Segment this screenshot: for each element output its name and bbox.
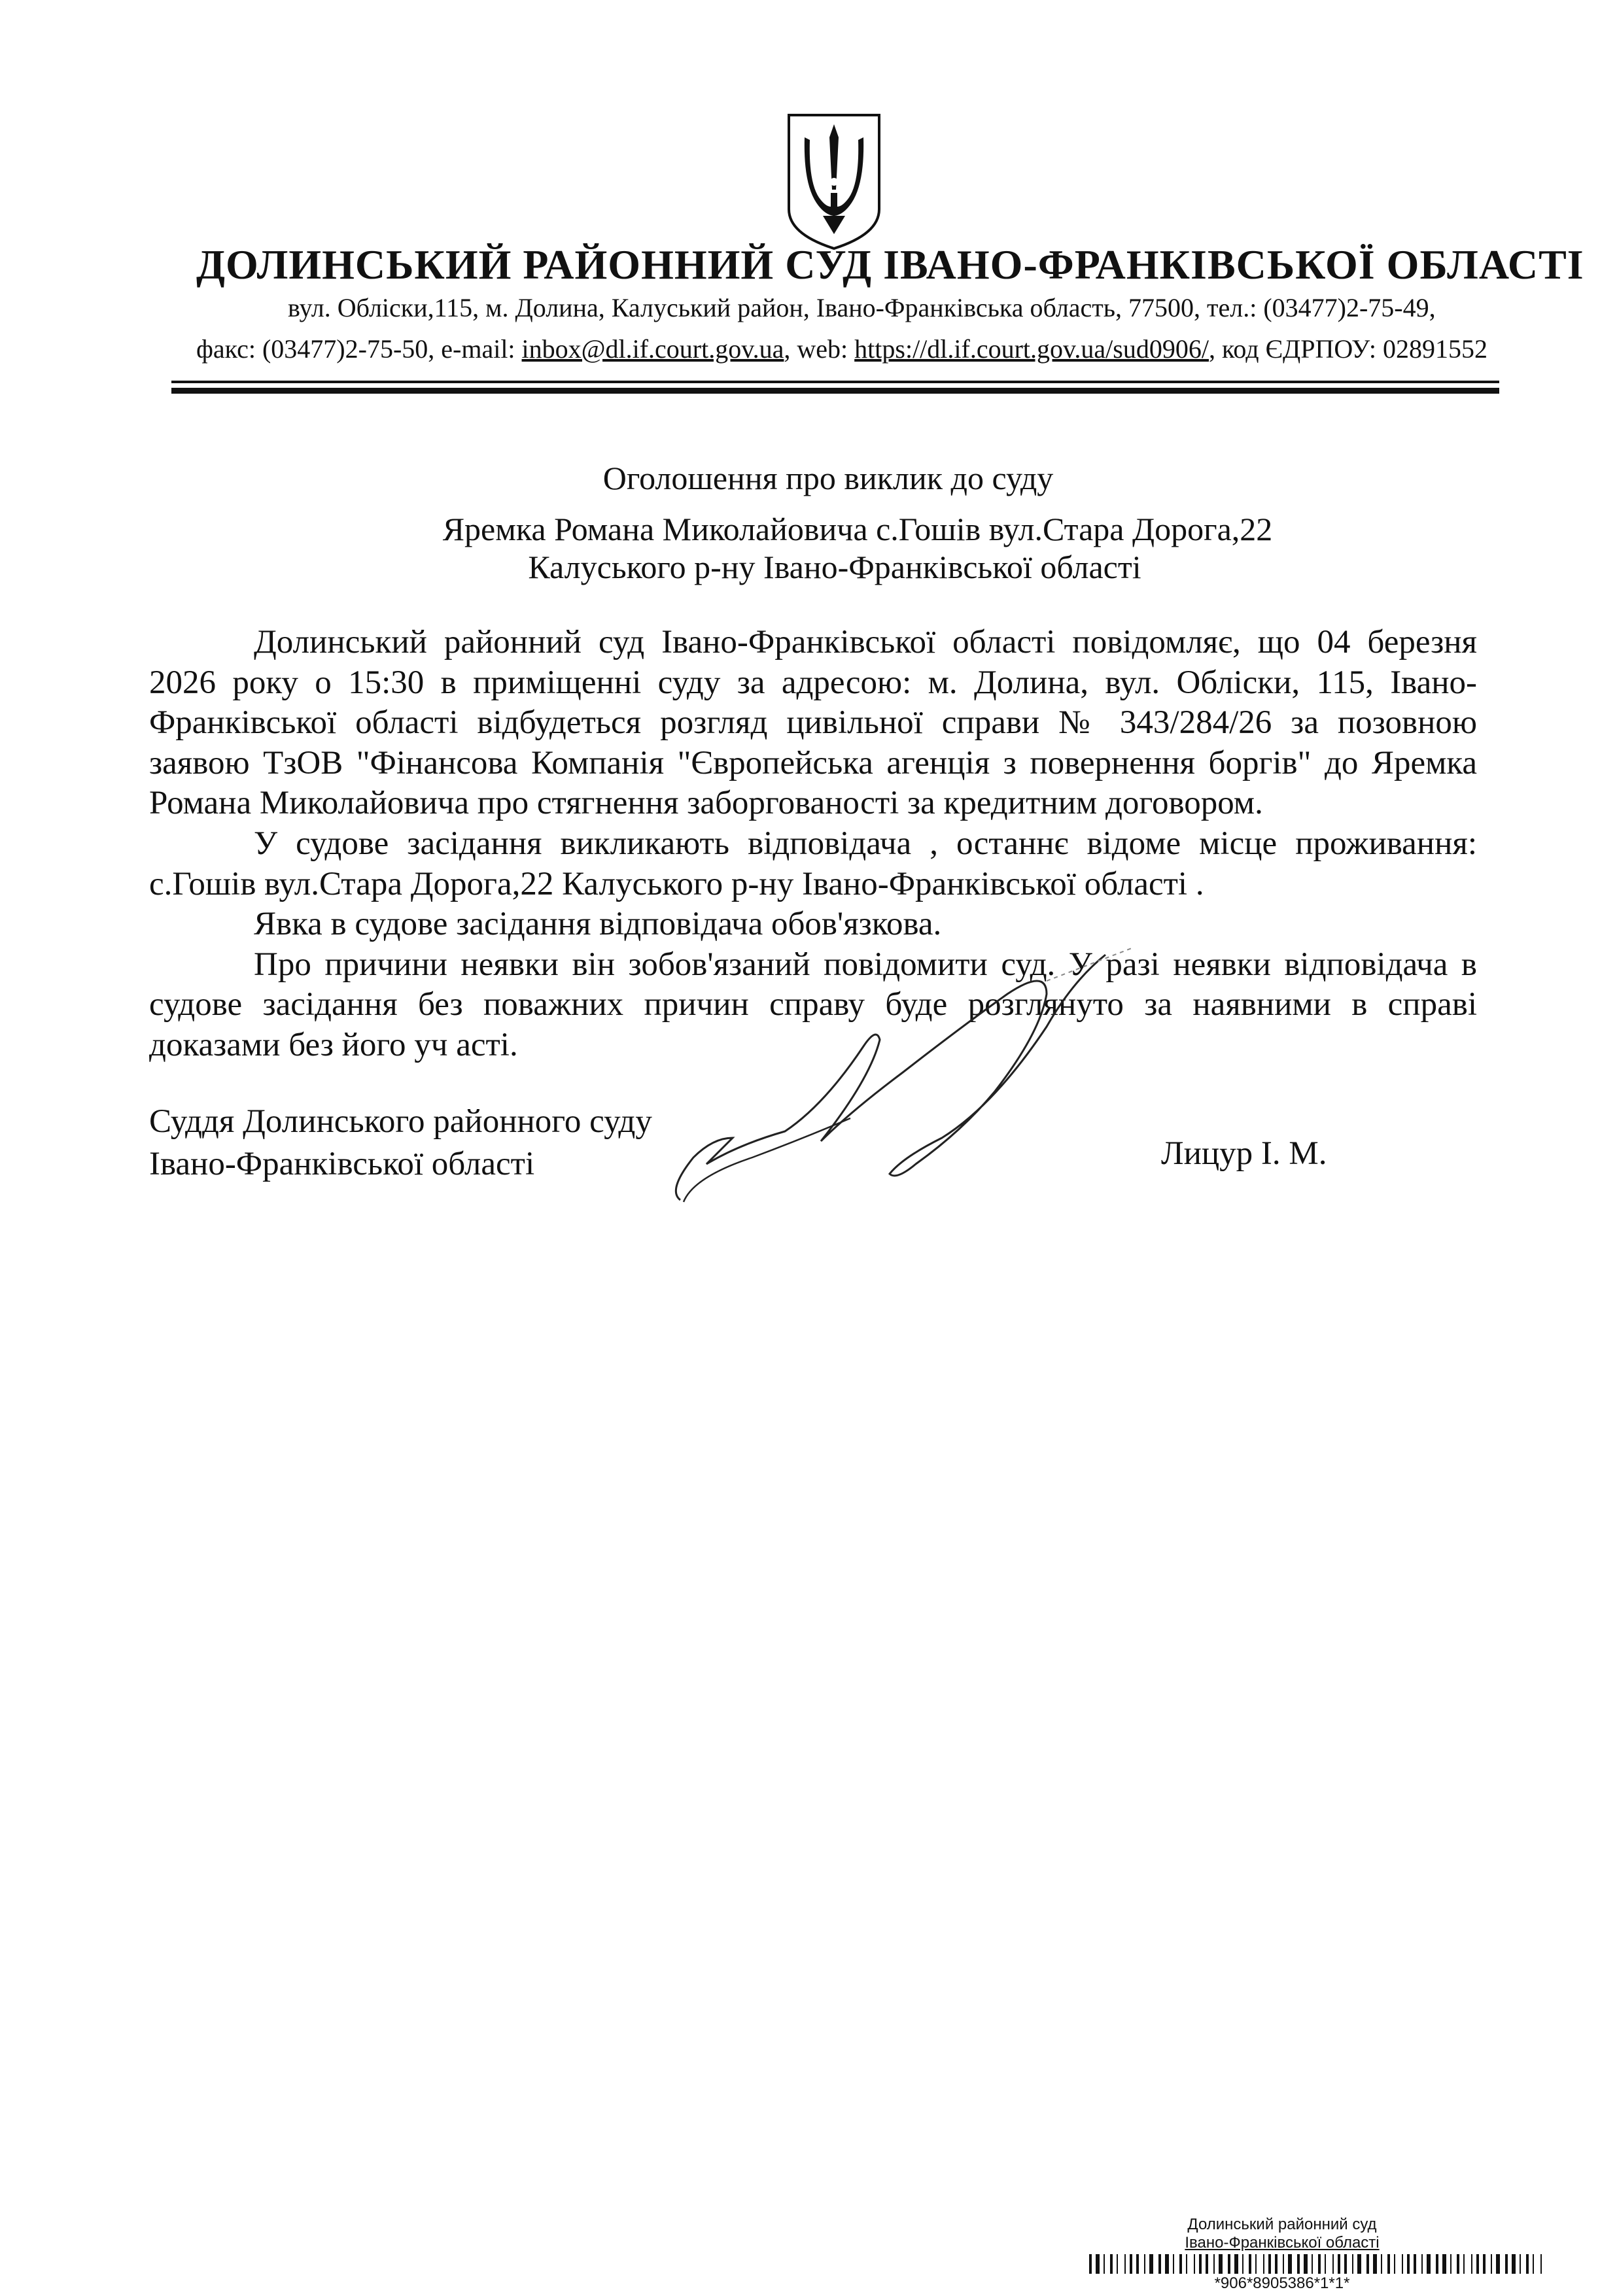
barcode-bar — [1186, 2254, 1187, 2274]
barcode-bar — [1179, 2254, 1182, 2274]
web-link[interactable]: https://dl.if.court.gov.ua/sud0906/ — [854, 334, 1209, 364]
footer-court-stamp — [1089, 2216, 1475, 2252]
judge-name: Лицур І. М. — [1161, 1135, 1327, 1172]
barcode-bar — [1165, 2254, 1169, 2274]
barcode-bar — [1476, 2254, 1479, 2274]
notice-addressee: Яремка Романа Миколайовича с.Гошів вул.Стара Дорога,22 — [442, 511, 1273, 547]
barcode-bar — [1357, 2254, 1361, 2274]
barcode-bar — [1442, 2254, 1446, 2274]
barcode-bar — [1366, 2254, 1369, 2274]
barcode-bar — [1275, 2254, 1278, 2274]
barcode-bar — [1436, 2254, 1438, 2274]
barcode-bar — [1213, 2254, 1215, 2274]
barcode-bar — [1149, 2254, 1153, 2274]
paragraph-hearing: Долинський районний суд Івано-Франківської області повідомляє, що 04 березня 2026 року о 15:30 в приміщенні суду за адресою: м. Долина, вул. Обліски, 115, Івано-Франківської області відбудеться розгляд цивільної справи № 343/284/26 за позовною заявою ТзОВ "Фінансова Компанія "Європейська агенція з повернення боргів" до Яремка Романа Миколайовича про стягнення заборгованості за кредитним договором. — [149, 624, 1477, 822]
barcode-bar — [1421, 2254, 1423, 2274]
judge-position-line1: Суддя Долинського районного суду — [149, 1103, 652, 1140]
barcode-bar — [1219, 2254, 1223, 2274]
barcode-bar — [1263, 2254, 1264, 2274]
barcode-bar — [1318, 2254, 1321, 2274]
trident-coat-of-arms-icon — [785, 111, 883, 252]
barcode-bar — [1130, 2254, 1132, 2274]
barcode-bar — [1450, 2254, 1452, 2274]
barcode-bar — [1540, 2254, 1542, 2274]
barcode-bar — [1124, 2254, 1126, 2274]
barcode-bar — [1483, 2254, 1486, 2274]
barcode-bar — [1288, 2254, 1292, 2274]
notice-title: Оголошення про виклик до суду — [602, 460, 1054, 496]
court-contacts — [196, 334, 1487, 364]
court-address: вул. Обліски,115, м. Долина, Калуський район, Івано-Франківська область, 77500, тел.: (03477)2-75-49, — [288, 293, 1436, 322]
judge-position — [149, 1101, 652, 1186]
barcode-bar — [1304, 2254, 1308, 2274]
barcode-bar — [1158, 2254, 1161, 2274]
barcode-bar — [1332, 2254, 1334, 2274]
header-divider-thin — [171, 381, 1499, 383]
barcode-bar — [1297, 2254, 1300, 2274]
barcode-bar — [1228, 2254, 1230, 2274]
barcode-bar — [1402, 2254, 1403, 2274]
barcode-bar — [1471, 2254, 1472, 2274]
barcode-bar — [1117, 2254, 1118, 2274]
barcode-bar — [1234, 2254, 1238, 2274]
barcode-bar — [1463, 2254, 1465, 2274]
judge-position-line2: Івано-Франківської області — [149, 1146, 535, 1182]
edrpou-code: , код ЄДРПОУ: 02891552 — [1208, 334, 1487, 364]
barcode-bar — [1325, 2254, 1326, 2274]
footer-court-name: Долинський районний суд — [1187, 2216, 1377, 2233]
barcode-bar — [1414, 2254, 1416, 2274]
barcode-bar — [1283, 2254, 1284, 2274]
header-divider-thick — [171, 388, 1499, 394]
barcode-bar — [1173, 2254, 1174, 2274]
barcode-bar — [1533, 2254, 1534, 2274]
paragraph-absence: Про причини неявки він зобов'язаний повідомити суд. У разі неявки відповідача в судове засідання без поважних причин справу буде розглянуто за наявними в справі доказами без його уч асті. — [149, 946, 1477, 1063]
barcode-bar — [1268, 2254, 1271, 2274]
barcode-bar — [1427, 2254, 1431, 2274]
barcode-bar — [1505, 2254, 1508, 2274]
barcode-bar — [1255, 2254, 1257, 2274]
barcode-bar — [1407, 2254, 1410, 2274]
barcode-bar — [1104, 2254, 1105, 2274]
court-name: ДОЛИНСЬКИЙ РАЙОННИЙ СУД ІВАНО-ФРАНКІВСЬКОЇ ОБЛАСТІ — [196, 241, 1584, 288]
barcode-bar — [1089, 2254, 1092, 2274]
barcode-bar — [1249, 2254, 1251, 2274]
barcode-bar — [1110, 2254, 1113, 2274]
barcode-bar — [1352, 2254, 1353, 2274]
barcode-bar — [1512, 2254, 1516, 2274]
paragraph-defendant: У судове засідання викликають відповідача , останнє відоме місце проживання: с.Гошів вул.Стара Дорога,22 Калуського р-ну Івано-Франківської області . — [149, 825, 1477, 902]
barcode — [1089, 2254, 1547, 2274]
barcode-bar — [1526, 2254, 1529, 2274]
barcode-bar — [1206, 2254, 1208, 2274]
barcode-bar — [1491, 2254, 1492, 2274]
barcode-bar — [1136, 2254, 1139, 2274]
barcode-bar — [1096, 2254, 1100, 2274]
handwritten-signature — [654, 942, 1138, 1229]
email-link[interactable]: inbox@dl.if.court.gov.ua — [521, 334, 784, 364]
barcode-bar — [1373, 2254, 1377, 2274]
paragraph-attendance: Явка в судове засідання відповідача обов'язкова. — [254, 906, 942, 943]
footer-court-region: Івано-Франківської області — [1185, 2234, 1380, 2252]
barcode-bar — [1312, 2254, 1313, 2274]
barcode-bar — [1496, 2254, 1500, 2274]
barcode-bar — [1387, 2254, 1390, 2274]
barcode-bar — [1144, 2254, 1145, 2274]
barcode-bar — [1457, 2254, 1459, 2274]
notice-addressee-region: Калуського р-ну Івано-Франківської області — [528, 549, 1141, 585]
barcode-bar — [1242, 2254, 1243, 2274]
barcode-number: *906*8905386*1*1* — [1214, 2274, 1350, 2292]
barcode-bar — [1344, 2254, 1347, 2274]
barcode-bar — [1381, 2254, 1382, 2274]
barcode-bar — [1199, 2254, 1202, 2274]
barcode-bar — [1520, 2254, 1521, 2274]
web-label: , web: — [784, 334, 855, 364]
fax-label: факс: (03477)2-75-50, e-mail: — [196, 334, 522, 364]
barcode-bar — [1394, 2254, 1395, 2274]
barcode-bar — [1194, 2254, 1195, 2274]
barcode-bar — [1338, 2254, 1340, 2274]
